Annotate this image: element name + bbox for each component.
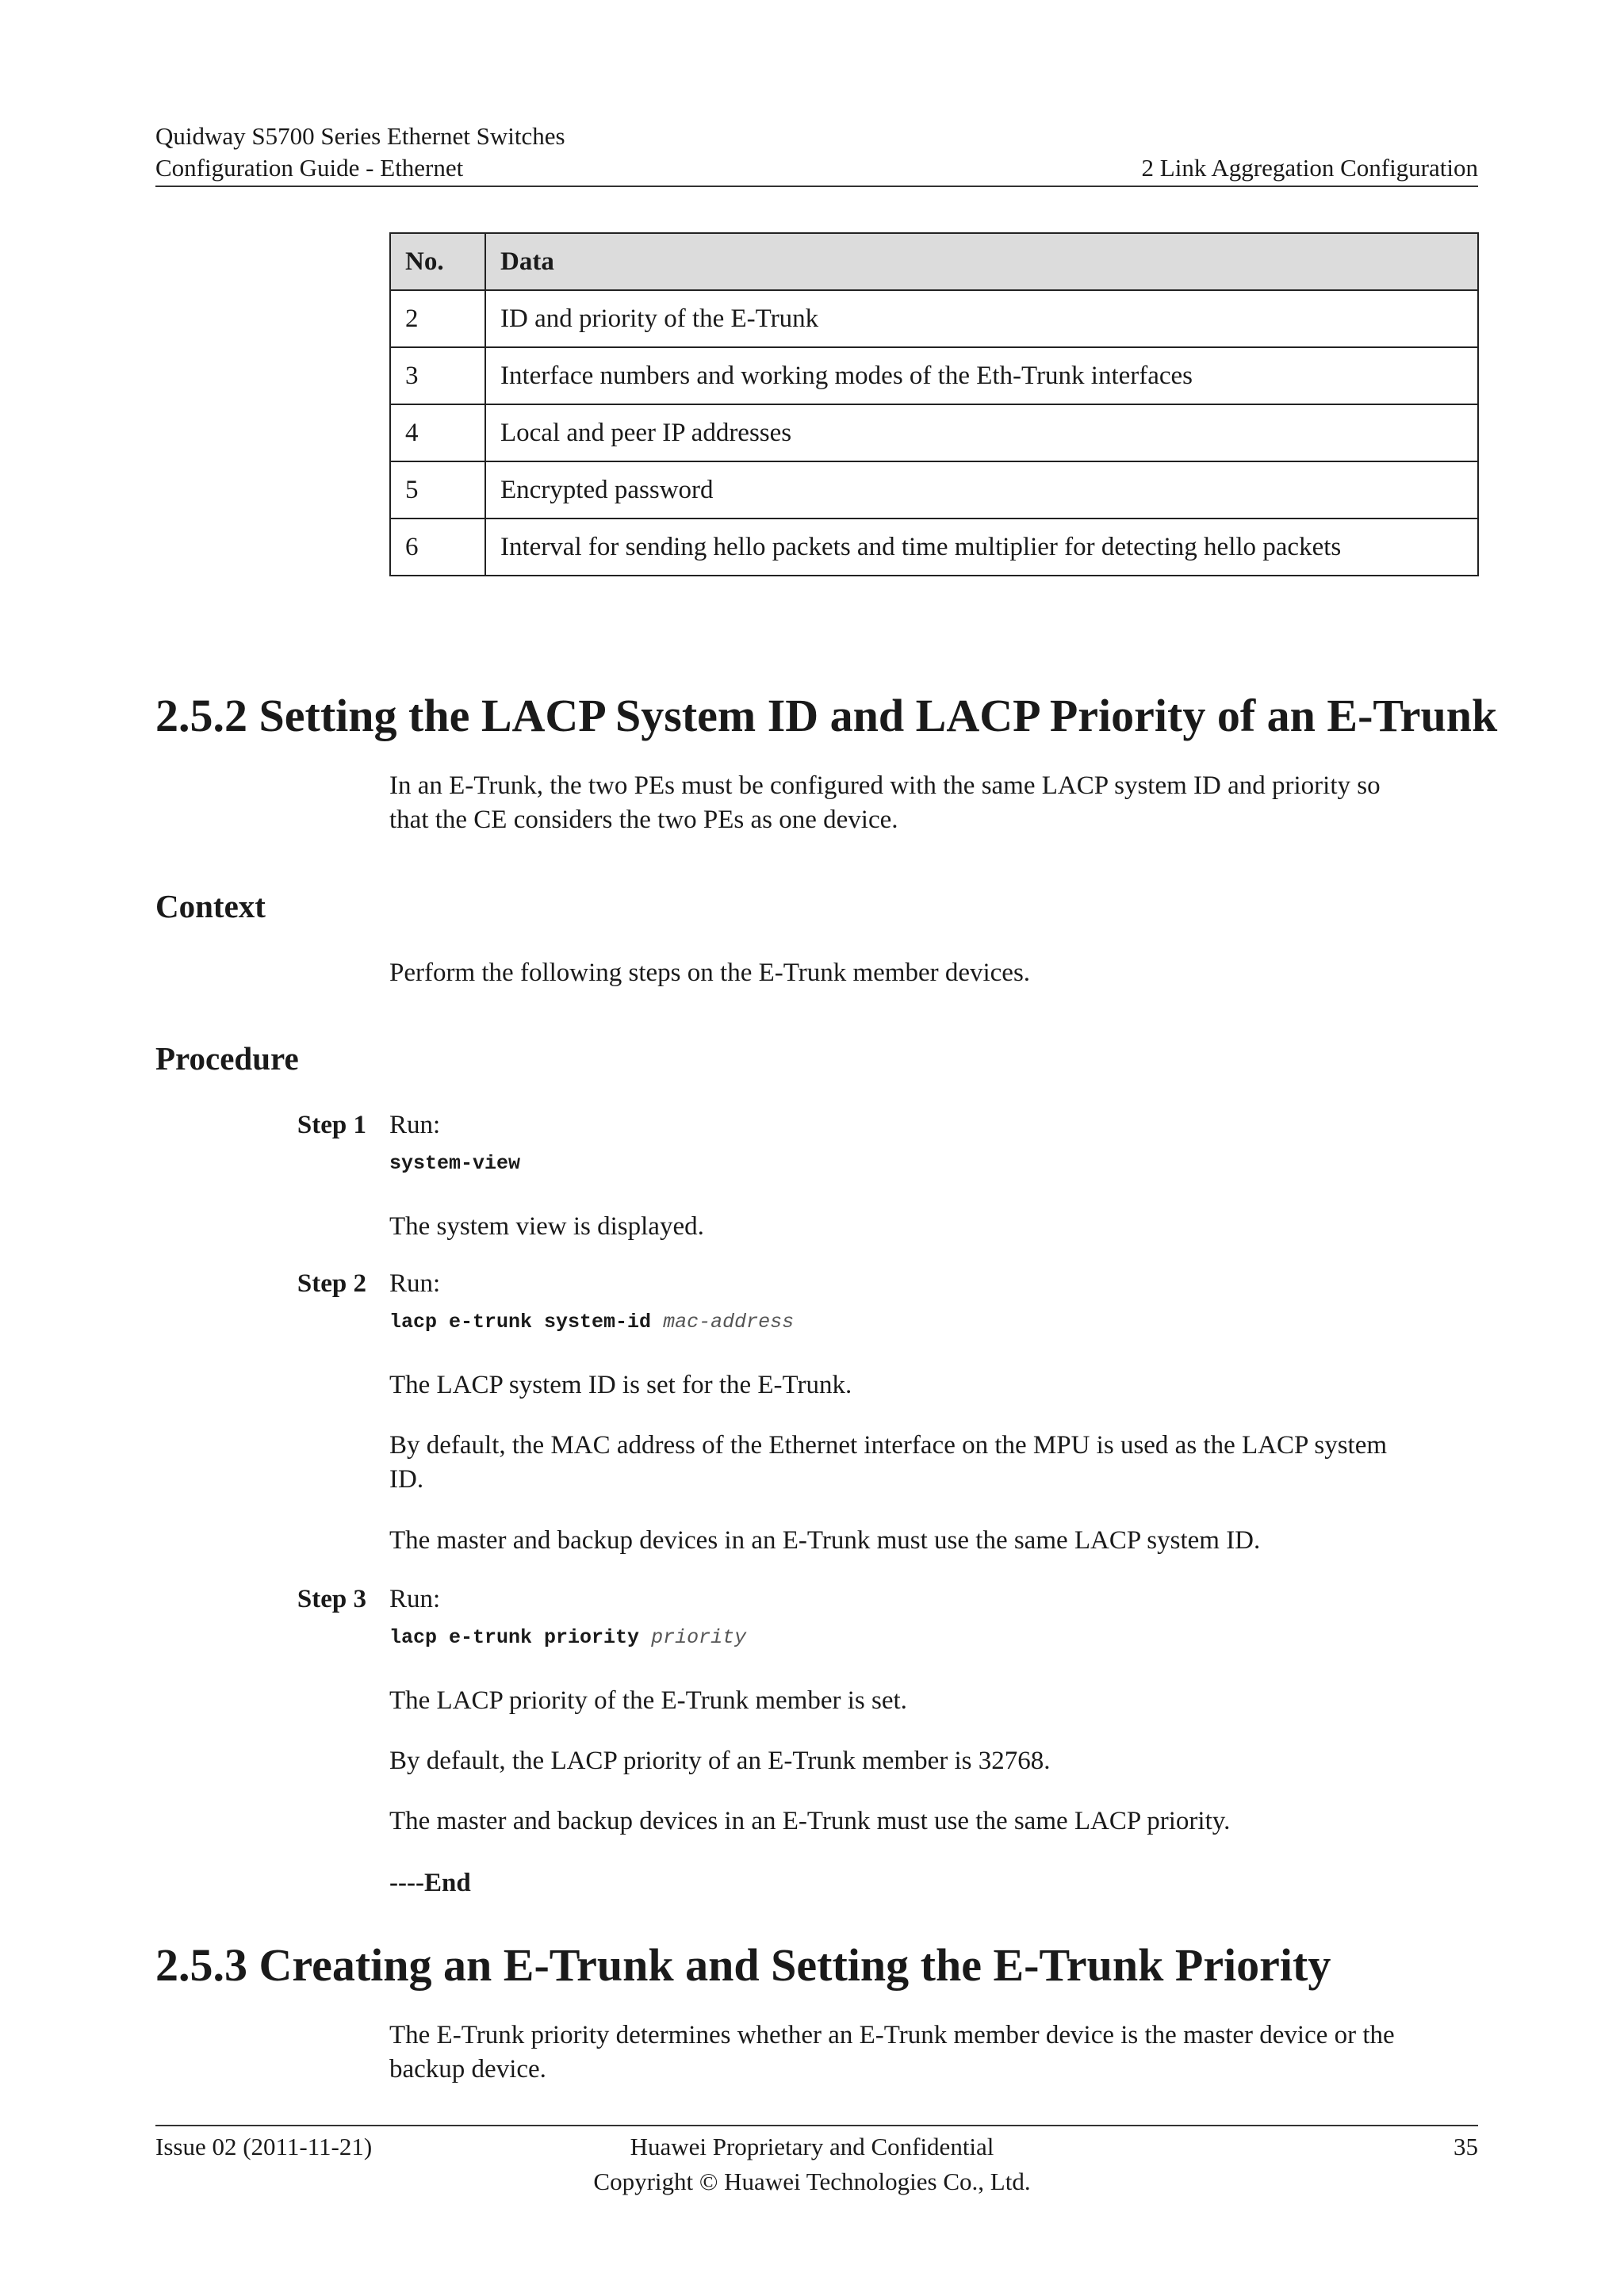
table-row bbox=[390, 347, 1478, 404]
step-label: Step 2 bbox=[297, 1269, 366, 1298]
procedure-heading: Procedure bbox=[155, 1040, 299, 1077]
header-guide: Configuration Guide - Ethernet bbox=[155, 154, 464, 182]
cell-no: 3 bbox=[390, 347, 485, 404]
step-note: The system view is displayed. bbox=[389, 1212, 704, 1241]
section-intro-line: In an E-Trunk, the two PEs must be configured with the same LACP system ID and priority so bbox=[389, 771, 1381, 800]
section-intro-line: backup device. bbox=[389, 2055, 546, 2084]
footer-rule bbox=[155, 2125, 1478, 2126]
header-chapter: 2 Link Aggregation Configuration bbox=[1141, 154, 1478, 182]
header-product: Quidway S5700 Series Ethernet Switches bbox=[155, 122, 565, 150]
cell-data: ID and priority of the E-Trunk bbox=[485, 290, 1478, 347]
cell-data: Interface numbers and working modes of the Eth-Trunk interfaces bbox=[485, 347, 1478, 404]
header-rule bbox=[155, 186, 1478, 187]
cell-no: 6 bbox=[390, 519, 485, 576]
footer-confidential: Huawei Proprietary and Confidential bbox=[630, 2133, 994, 2160]
footer-page-number: 35 bbox=[1454, 2133, 1478, 2160]
command-keyword: system-view bbox=[389, 1152, 521, 1175]
cell-data: Interval for sending hello packets and time multiplier for detecting hello packets bbox=[485, 519, 1478, 576]
command-parameter: priority bbox=[651, 1626, 747, 1649]
command-keyword: lacp e-trunk priority bbox=[389, 1626, 640, 1649]
step-note: By default, the MAC address of the Ethernet interface on the MPU is used as the LACP system bbox=[389, 1431, 1388, 1460]
cell-no: 2 bbox=[390, 290, 485, 347]
context-text: Perform the following steps on the E-Trunk member devices. bbox=[389, 959, 1031, 987]
step-label: Step 3 bbox=[297, 1585, 366, 1613]
step-run-text: Run: bbox=[389, 1269, 441, 1298]
step-note: The LACP system ID is set for the E-Trunk. bbox=[389, 1371, 852, 1399]
table-header-row bbox=[390, 233, 1478, 290]
footer-issue: Issue 02 (2011-11-21) bbox=[155, 2133, 373, 2160]
table-row bbox=[390, 290, 1478, 347]
step-note: The master and backup devices in an E-Trunk must use the same LACP system ID. bbox=[389, 1526, 1261, 1555]
command-line bbox=[389, 1310, 794, 1335]
section-heading-2-5-3: 2.5.3 Creating an E-Trunk and Setting the E-Trunk Priority bbox=[155, 1939, 1331, 1991]
section-intro-line: The E-Trunk priority determines whether an E-Trunk member device is the master device or the bbox=[389, 2021, 1395, 2049]
command-parameter: mac-address bbox=[663, 1311, 795, 1334]
step-note: ID. bbox=[389, 1465, 424, 1494]
cell-data: Local and peer IP addresses bbox=[485, 404, 1478, 461]
footer-copyright: Copyright © Huawei Technologies Co., Ltd. bbox=[593, 2168, 1031, 2195]
step-note: The LACP priority of the E-Trunk member is set. bbox=[389, 1686, 907, 1715]
data-table bbox=[389, 232, 1479, 576]
section-heading-2-5-2: 2.5.2 Setting the LACP System ID and LACP Priority of an E-Trunk bbox=[155, 690, 1498, 741]
section-intro-line: that the CE considers the two PEs as one device. bbox=[389, 806, 898, 834]
end-marker: ----End bbox=[389, 1869, 471, 1897]
step-note: By default, the LACP priority of an E-Trunk member is 32768. bbox=[389, 1747, 1051, 1775]
step-run-text: Run: bbox=[389, 1111, 441, 1139]
cell-no: 5 bbox=[390, 461, 485, 519]
column-header-no: No. bbox=[390, 233, 485, 290]
step-note: The master and backup devices in an E-Trunk must use the same LACP priority. bbox=[389, 1807, 1231, 1835]
step-label: Step 1 bbox=[297, 1111, 366, 1139]
table-row bbox=[390, 519, 1478, 576]
context-heading: Context bbox=[155, 888, 266, 924]
cell-data: Encrypted password bbox=[485, 461, 1478, 519]
command-line bbox=[389, 1625, 746, 1651]
table-row bbox=[390, 404, 1478, 461]
step-run-text: Run: bbox=[389, 1585, 441, 1613]
cell-no: 4 bbox=[390, 404, 485, 461]
column-header-data: Data bbox=[485, 233, 1478, 290]
command-keyword: lacp e-trunk system-id bbox=[389, 1311, 652, 1334]
command-line bbox=[389, 1151, 520, 1177]
table-row bbox=[390, 461, 1478, 519]
